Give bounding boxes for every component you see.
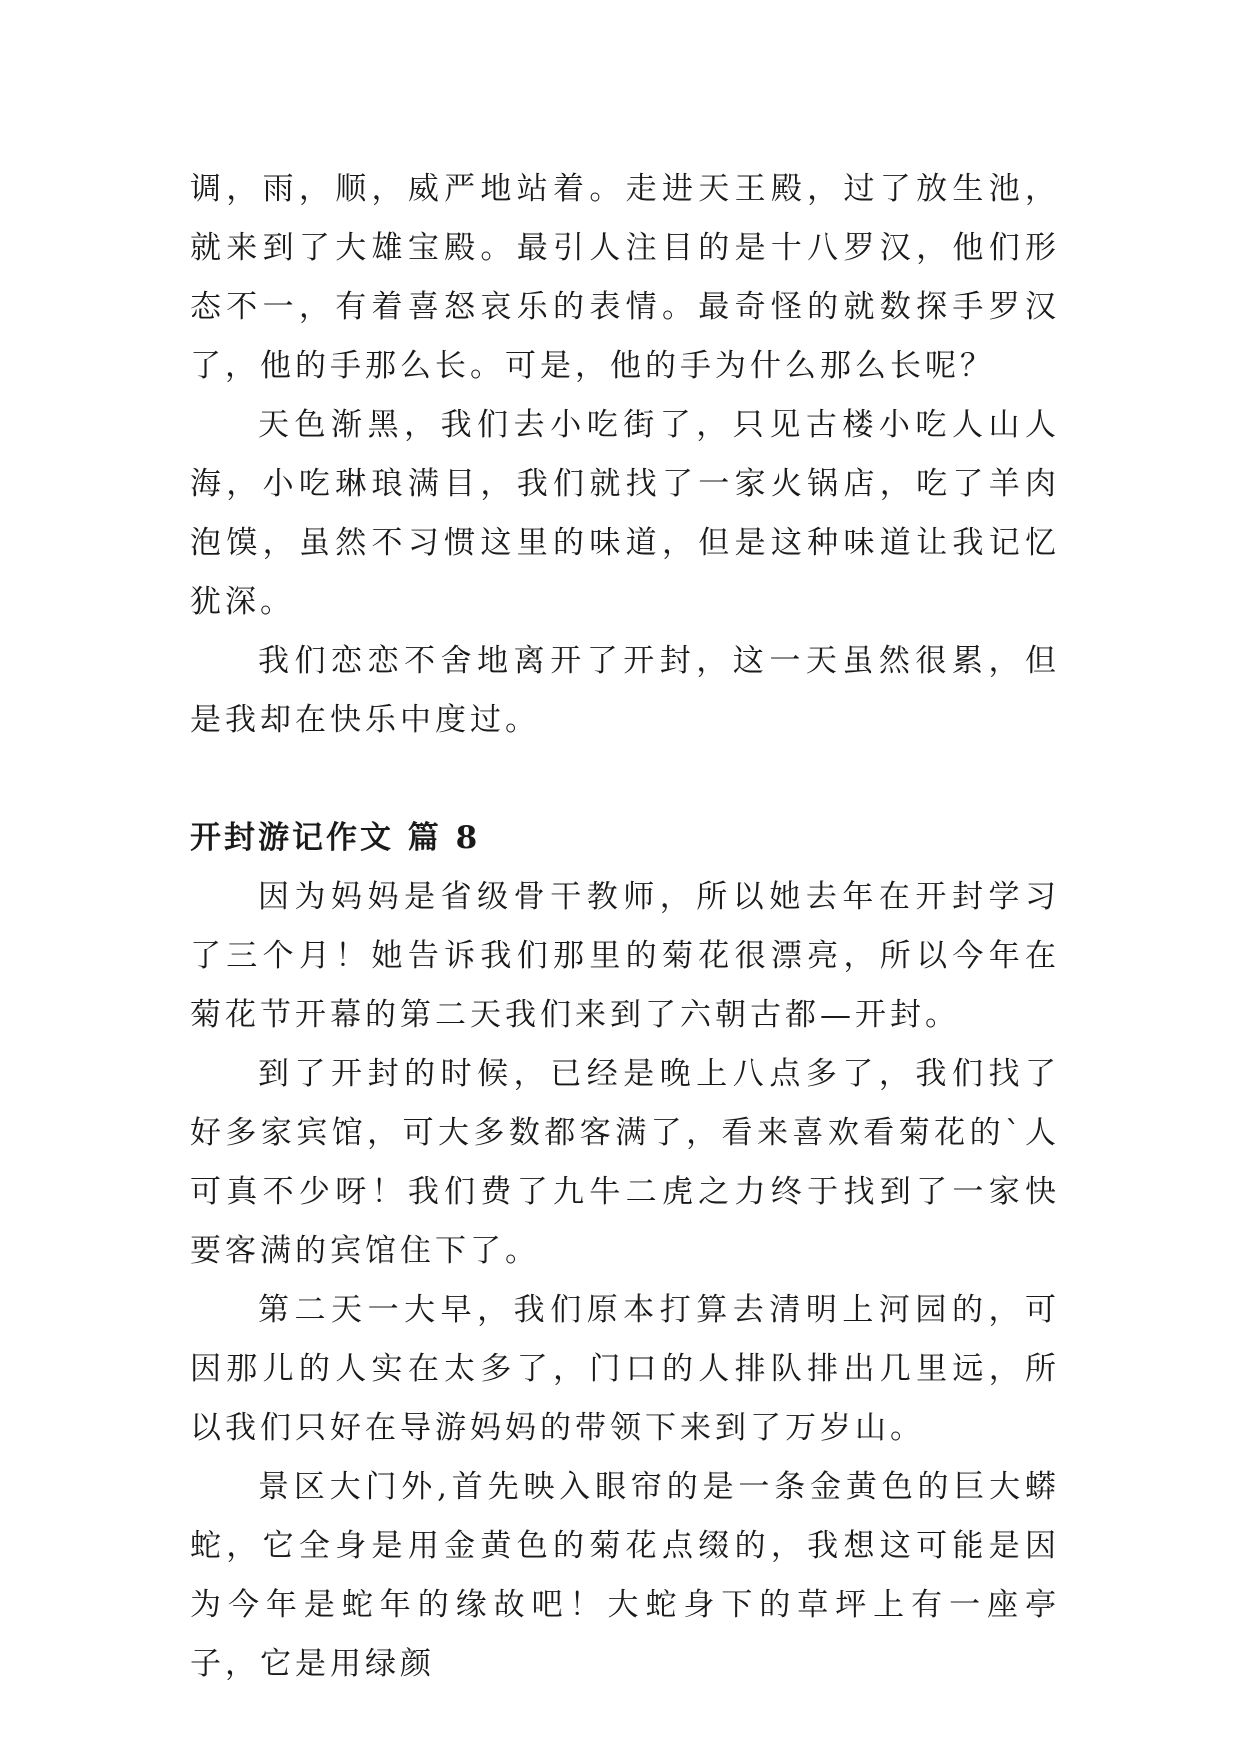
paragraph-hotel-search: 到了开封的时候，已经是晚上八点多了，我们找了好多家宾馆，可大多数都客满了，看来喜欢看菊花的`人可真不少呀！我们费了九牛二虎之力终于找到了一家快要客满的宾馆住下了。 <box>190 1056 1060 1269</box>
paragraph-scenic-gate: 景区大门外,首先映入眼帘的是一条金黄色的巨大蟒蛇，它全身是用金黄色的菊花点缀的，我想这可能是因为今年是蛇年的缘故吧！大蛇身下的草坪上有一座亭子，它是用绿颜 <box>190 1469 1060 1682</box>
section-heading: 开封游记作文 篇 8 <box>190 820 481 856</box>
paragraph-snack-street: 天色渐黑，我们去小吃街了，只见古楼小吃人山人海，小吃琳琅满目，我们就找了一家火锅店，吃了羊肉泡馍，虽然不习惯这里的味道，但是这种味道让我记忆犹深。 <box>190 407 1060 620</box>
paragraph-mother-teacher: 因为妈妈是省级骨干教师，所以她去年在开封学习了三个月！她告诉我们那里的菊花很漂亮，所以今年在菊花节开幕的第二天我们来到了六朝古都—开封。 <box>190 879 1060 1033</box>
paragraph-continued: 调，雨，顺，威严地站着。走进天王殿，过了放生池，就来到了大雄宝殿。最引人注目的是十八罗汉，他们形态不一，有着喜怒哀乐的表情。最奇怪的就数探手罗汉了，他的手那么长。可是，他的手为什么那么长呢？ <box>190 171 1060 384</box>
document-body <box>190 160 1060 1694</box>
paragraph-leaving-kaifeng: 我们恋恋不舍地离开了开封，这一天虽然很累，但是我却在快乐中度过。 <box>190 643 1060 738</box>
paragraph-next-morning: 第二天一大早，我们原本打算去清明上河园的，可因那儿的人实在太多了，门口的人排队排出几里远，所以我们只好在导游妈妈的带领下来到了万岁山。 <box>190 1292 1060 1446</box>
